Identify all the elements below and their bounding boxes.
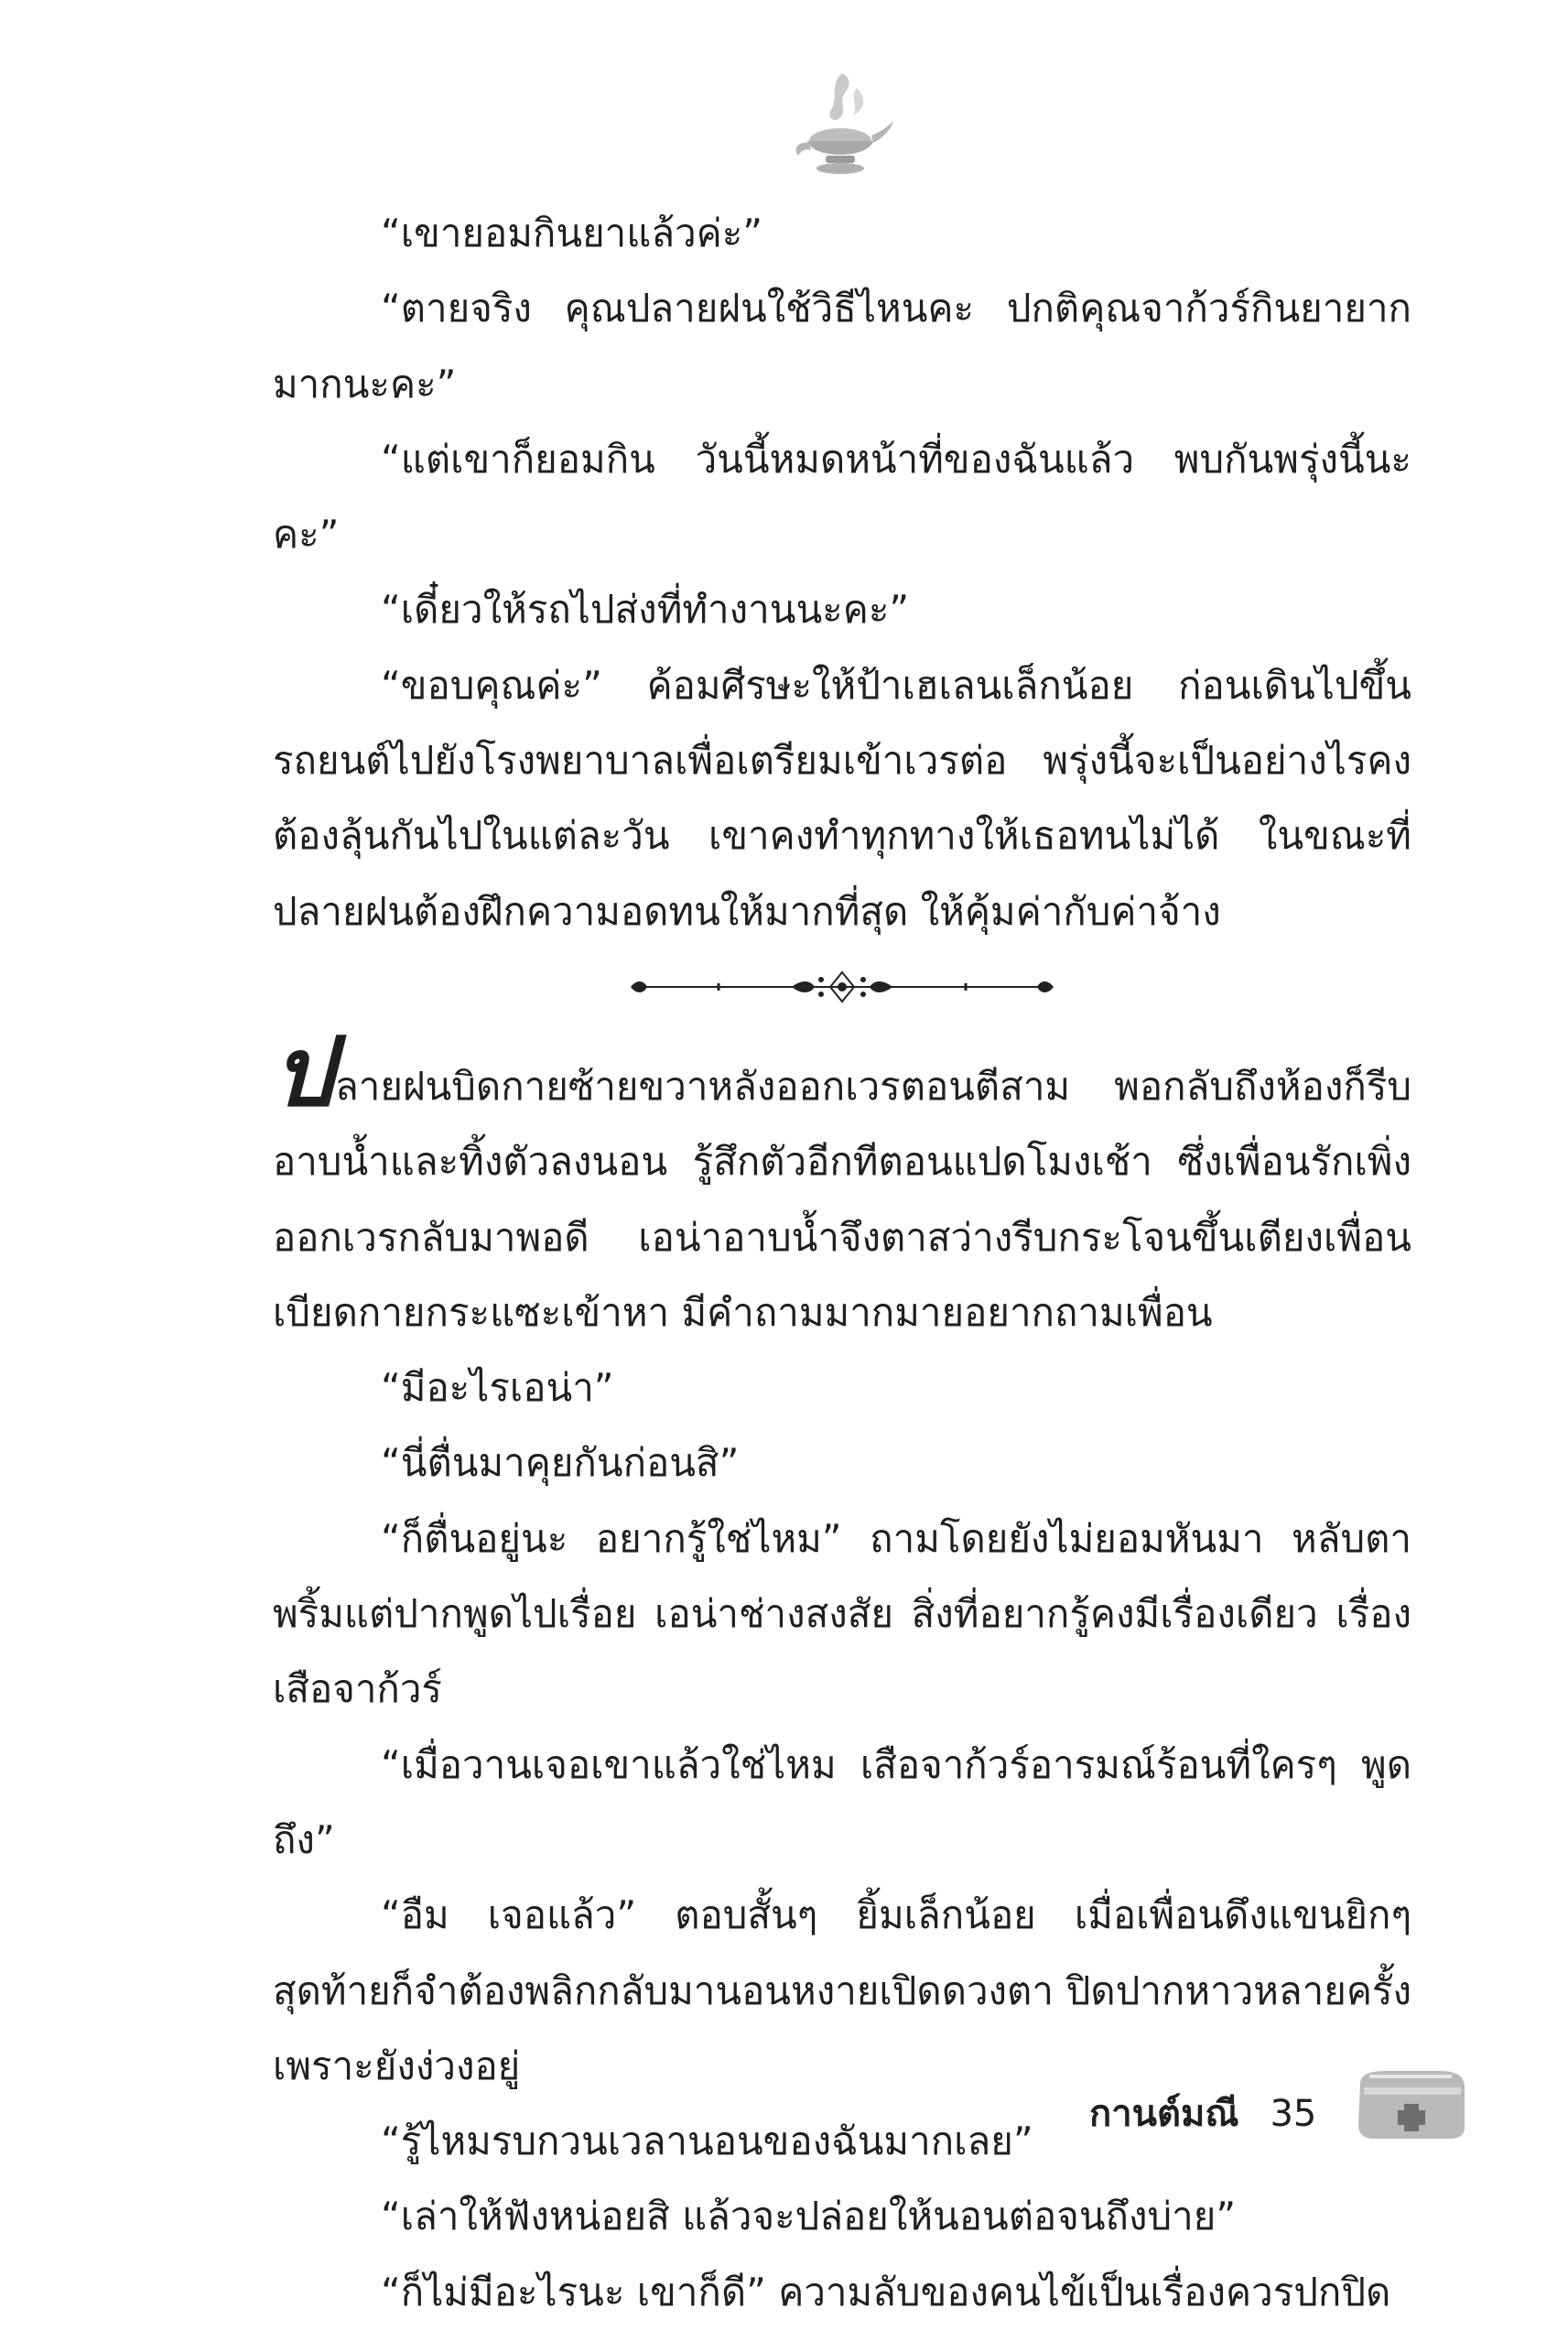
paragraph: “รู้ไหมรบกวนเวลานอนของฉันมากเลย” (381, 2119, 1033, 2164)
drop-cap: ป (273, 1015, 334, 1128)
paragraph: “เขายอมกินยาแล้วค่ะ” (381, 211, 763, 255)
book-title: กานต์มณี (1089, 2093, 1239, 2135)
paragraph: “อืม เจอแล้ว” ตอบสั้นๆ ยิ้มเล็กน้อย เมื่อเพื่อนดึงแขนยิกๆ สุดท้ายก็จำต้องพลิกกลับมานอนหงายเปิดดวงตา ปิดปากหาวหลายครั้งเพราะยังง่วงอยู่ (273, 1892, 1411, 2088)
lamp-icon (785, 64, 895, 183)
paragraph: “นี่ตื่นมาคุยกันก่อนสิ” (381, 1440, 740, 1486)
paragraph: “ขอบคุณค่ะ” ค้อมศีรษะให้ป้าเฮเลนเล็กน้อย ก่อนเดินไปขึ้นรถยนต์ไปยังโรงพยาบาลเพื่อเตรียมเข้าเวรต่อ พรุ่งนี้จะเป็นอย่างไรคงต้องลุ้นกันไปในแต่ละวัน เขาคงทำทุกทางให้เธอทนไม่ได้ ในขณะที่ปลายฝนต้องฝึกความอดทนให้มากที่สุด ให้คุ้มค่ากับค่าจ้าง (273, 662, 1411, 934)
paragraph: “ตายจริง คุณปลายฝนใช้วิธีไหนคะ ปกติคุณจาก้วร์กินยายาก มากนะคะ” (273, 286, 1411, 406)
first-paragraph (273, 1015, 1411, 1350)
page-number: 35 (1270, 2093, 1317, 2135)
page-footer (1089, 2084, 1316, 2142)
paragraph: “มีอะไรเอน่า” (381, 1365, 614, 1411)
paragraph: “เล่าให้ฟังหน่อยสิ แล้วจะปล่อยให้นอนต่อจนถึงบ่าย” (381, 2194, 1237, 2239)
paragraph: “เมื่อวานเจอเขาแล้วใช่ไหม เสือจาก้วร์อารมณ์ร้อนที่ใครๆ พูดถึง” (273, 1741, 1411, 1862)
paragraphs-after (273, 1350, 1411, 2330)
paragraph: “เดี๋ยวให้รถไปส่งที่ทำงานนะคะ” (381, 587, 910, 633)
paragraph: “แต่เขาก็ยอมกิน วันนี้หมดหน้าที่ของฉันแล้ว พบกันพรุ่งนี้นะคะ” (273, 436, 1411, 558)
first-aid-kit-icon (1351, 2064, 1470, 2142)
first-paragraph-text: ลายฝนบิดกายซ้ายขวาหลังออกเวรตอนตีสาม พอกลับถึงห้องก็รีบอาบน้ำและทิ้งตัวลงนอน รู้สึกตัวอีกทีตอนแปดโมงเช้า ซึ่งเพื่อนรักเพิ่งออกเวรกลับมาพอดี เอน่าอาบน้ำจึงตาสว่างรีบกระโจนขึ้นเตียงเพื่อนเบียดกายกระแซะเข้าหา มีคำถามมากมายอยากถามเพื่อน (273, 1063, 1411, 1335)
paragraph: “ก็ตื่นอยู่นะ อยากรู้ใช่ไหม” ถามโดยยังไม่ยอมหันมา หลับตาพริ้มแต่ปากพูดไปเรื่อย เอน่าช่างสงสัย สิ่งที่อยากรู้คงมีเรื่องเดียว เรื่องเสือจาก้วร์ (273, 1515, 1411, 1712)
paragraph: “ก็ไม่มีอะไรนะ เขาก็ดี” ความลับของคนไข้เป็นเรื่องควรปกปิด (381, 2269, 1391, 2314)
ornament-divider (273, 949, 1411, 1024)
body-text (273, 196, 1411, 2330)
paragraphs-before (273, 196, 1411, 949)
